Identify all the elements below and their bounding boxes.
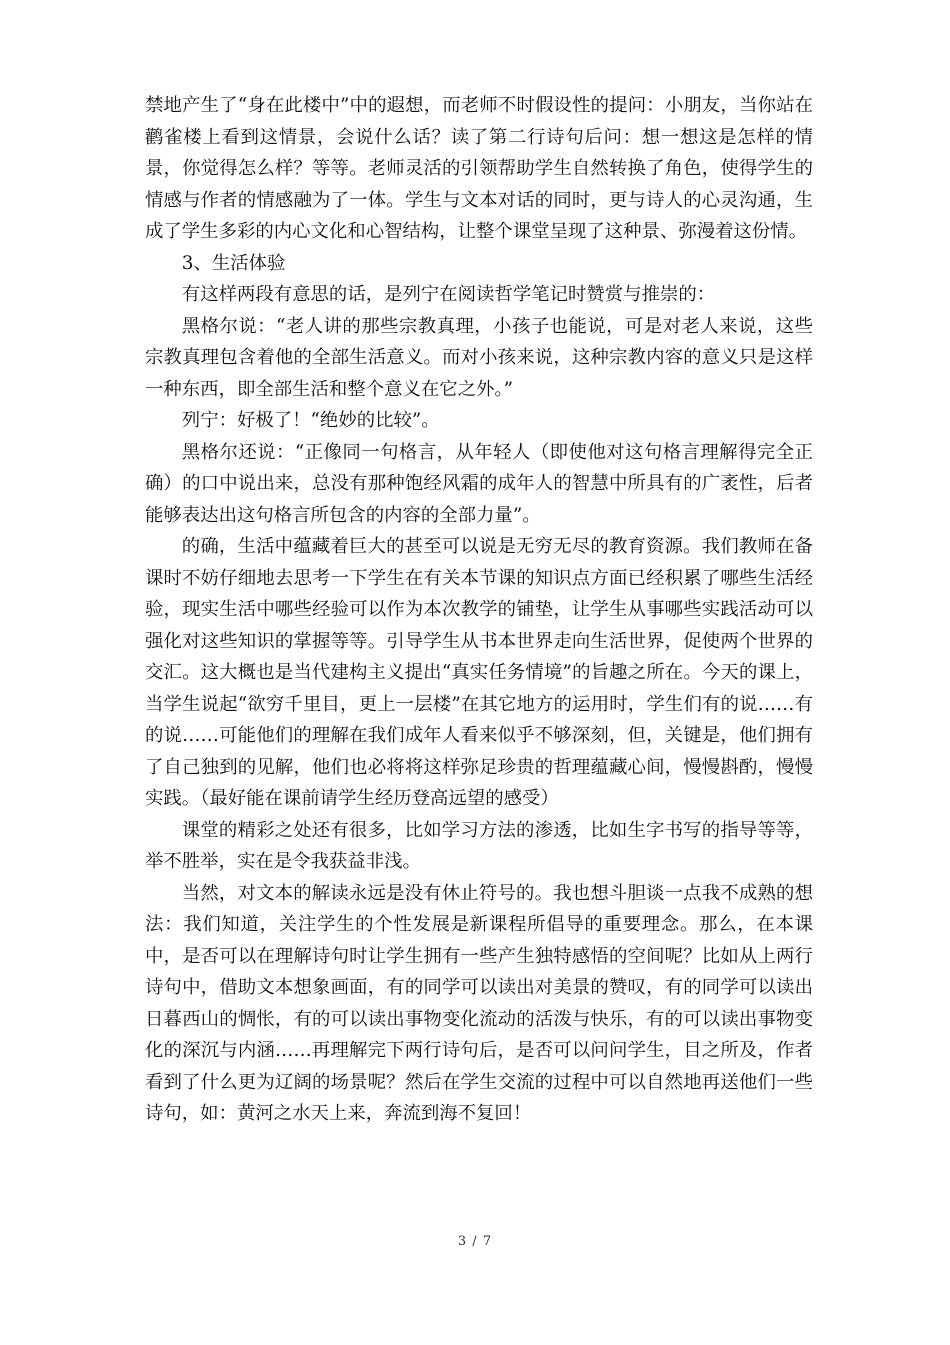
paragraph-continuation: 禁地产生了“身在此楼中”中的遐想，而老师不时假设性的提问：小朋友，当你站在鹳雀楼上看到这情景，会说什么话？读了第二行诗句后问：想一想这是怎样的情景，你觉得怎么样？等等。老师灵活的引领帮助学生自然转换了角色，使得学生的情感与作者的情感融为了一体。学生与文本对话的同时，更与诗人的心灵沟通，生成了学生多彩的内心文化和心智结构，让整个课堂呈现了这种景、弥漫着这份情。 [145, 95, 813, 242]
document-body [145, 90, 813, 1130]
paragraph-lenin-intro: 有这样两段有意思的话，是列宁在阅读哲学笔记时赞赏与推崇的： [181, 284, 716, 305]
page-number: 3 / 7 [457, 1234, 493, 1249]
paragraph-hegel-quote-1: 黑格尔说：“老人讲的那些宗教真理，小孩子也能说，可是对老人来说，这些宗教真理包含着他的全部生活意义。而对小孩来说，这种宗教内容的意义只是这样一种东西，即全部生活和整个意义在它之外。” [145, 315, 813, 400]
paragraph-classroom-highlights: 课堂的精彩之处还有很多，比如学习方法的渗透，比如生字书写的指导等等，举不胜举，实在是令我获益非浅。 [145, 819, 813, 872]
paragraph-text-interpretation: 当然，对文本的解读永远是没有休止符号的。我也想斗胆谈一点我不成熟的想法：我们知道，关注学生的个性发展是新课程所倡导的重要理念。那么，在本课中，是否可以在理解诗句时让学生拥有一些产生独特感悟的空间呢？比如从上两行诗句中，借助文本想象画面，有的同学可以读出对美景的赞叹，有的同学可以读出日暮西山的惆怅，有的可以读出事物变化流动的活泼与快乐，有的可以读出事物变化的深沉与内涵……再理解完下两行诗句后，是否可以问问学生，目之所及，作者看到了什么更为辽阔的场景呢？然后在学生交流的过程中可以自然地再送他们一些诗句，如：黄河之水天上来，奔流到海不复回！ [145, 882, 813, 1124]
paragraph-hegel-quote-2: 黑格尔还说：“正像同一句格言，从年轻人（即使他对这句格言理解得完全正确）的口中说出来，总没有那种饱经风霜的成年人的智慧中所具有的广袤性，后者能够表达出这句格言所包含的内容的全部力量”。 [145, 441, 813, 526]
section-heading-life-experience: 3、生活体验 [181, 252, 286, 274]
paragraph-life-resources: 的确，生活中蕴藏着巨大的甚至可以说是无穷无尽的教育资源。我们教师在备课时不妨仔细地去思考一下学生在有关本节课的知识点方面已经积累了哪些生活经验，现实生活中哪些经验可以作为本次教学的铺垫，让学生从事哪些实践活动可以强化对这些知识的掌握等等。引导学生从书本世界走向生活世界，促使两个世界的交汇。这大概也是当代建构主义提出“真实任务情境”的旨趣之所在。今天的课上，当学生说起“欲穷千里目，更上一层楼”在其它地方的运用时，学生们有的说……有的说……可能他们的理解在我们成年人看来似乎不够深刻，但，关键是，他们拥有了自己独到的见解，他们也必将将这样弥足珍贵的哲理蕴藏心间，慢慢斟酌，慢慢实践。（最好能在课前请学生经历登高远望的感受） [145, 536, 813, 809]
paragraph-lenin-comment: 列宁：好极了！“绝妙的比较”。 [181, 410, 440, 431]
